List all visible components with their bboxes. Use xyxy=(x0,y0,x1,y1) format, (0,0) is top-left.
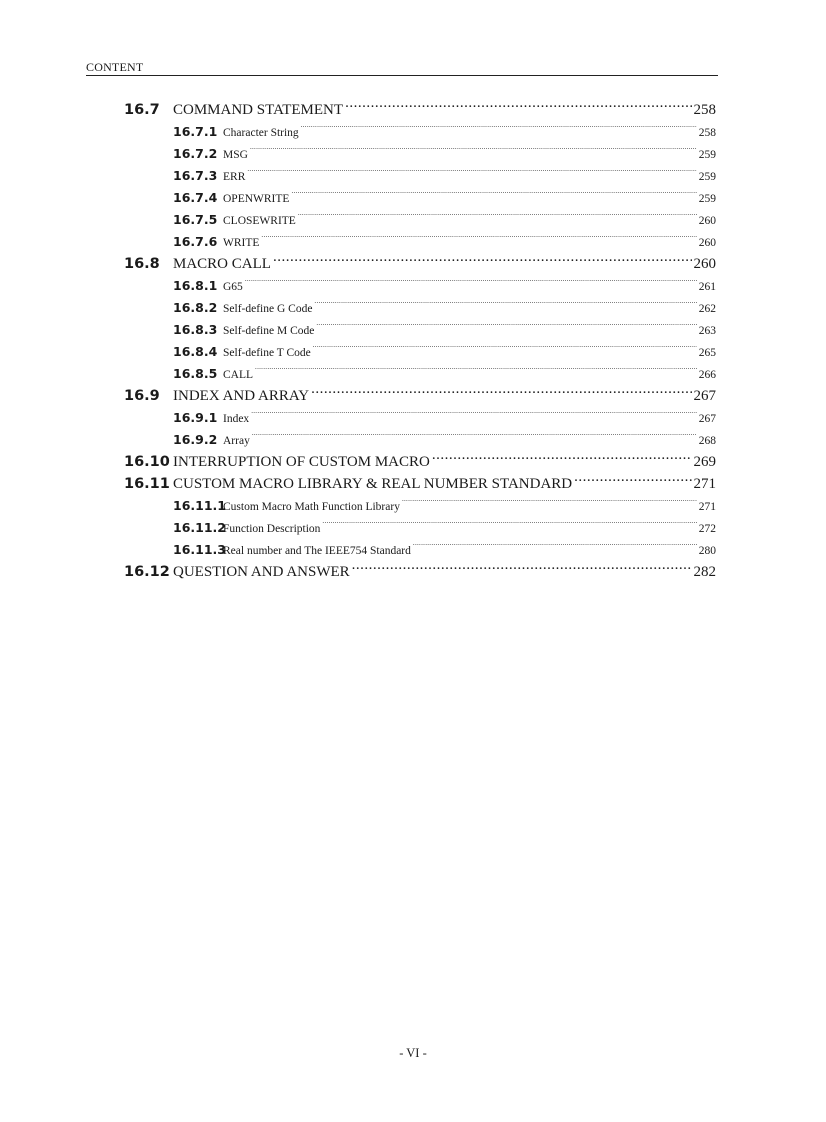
toc-entry-number: 16.7.5 xyxy=(173,212,218,227)
toc-entry-page: 271 xyxy=(693,476,716,492)
toc-entry-page: 263 xyxy=(698,325,716,337)
toc-entry-page: 265 xyxy=(698,347,716,359)
toc-entry-page: 259 xyxy=(698,149,716,161)
toc-entry-title: Self-define G Code xyxy=(223,303,313,315)
toc-subsection-entry[interactable] xyxy=(124,297,716,319)
toc-entry-title: CALL xyxy=(223,369,254,381)
toc-entry-number: 16.7.6 xyxy=(173,234,218,249)
toc-entry-title: Array xyxy=(223,435,250,447)
toc-subsection-entry[interactable] xyxy=(124,143,716,165)
toc-entry-title: Self-define M Code xyxy=(223,325,315,337)
toc-dot-leader xyxy=(316,323,696,335)
toc-entry-page: 272 xyxy=(698,523,716,535)
toc-subsection-entry[interactable] xyxy=(124,539,716,561)
toc-entry-title: G65 xyxy=(223,281,243,293)
toc-entry-page: 271 xyxy=(698,501,716,513)
toc-entry-number: 16.8.1 xyxy=(173,278,218,293)
toc-entry-page: 267 xyxy=(693,388,716,404)
toc-entry-number: 16.7 xyxy=(124,102,160,118)
toc-entry-page: 261 xyxy=(698,281,716,293)
toc-entry-page: 266 xyxy=(698,369,716,381)
toc-entry-number: 16.8.4 xyxy=(173,344,218,359)
toc-subsection-entry[interactable] xyxy=(124,407,716,429)
toc-dot-leader xyxy=(574,473,691,488)
toc-dot-leader xyxy=(345,99,691,114)
toc-entry-page: 260 xyxy=(698,237,716,249)
toc-entry-title: MACRO CALL xyxy=(173,256,271,272)
toc-subsection-entry[interactable] xyxy=(124,209,716,231)
toc-entry-title: Custom Macro Math Function Library xyxy=(223,501,400,513)
toc-section-entry[interactable] xyxy=(124,99,716,121)
toc-dot-leader xyxy=(352,561,692,576)
toc-dot-leader xyxy=(301,125,697,137)
toc-dot-leader xyxy=(314,301,696,313)
toc-dot-leader xyxy=(298,213,697,225)
toc-dot-leader xyxy=(250,147,697,159)
toc-subsection-entry[interactable] xyxy=(124,319,716,341)
table-of-contents xyxy=(124,99,716,583)
toc-entry-page: 259 xyxy=(698,171,716,183)
toc-entry-number: 16.7.1 xyxy=(173,124,218,139)
toc-entry-title: CUSTOM MACRO LIBRARY & REAL NUMBER STANDARD xyxy=(173,476,573,492)
toc-entry-title: QUESTION AND ANSWER xyxy=(173,564,350,580)
toc-entry-page: 258 xyxy=(698,127,716,139)
toc-subsection-entry[interactable] xyxy=(124,341,716,363)
toc-dot-leader xyxy=(291,191,696,203)
toc-dot-leader xyxy=(255,367,697,379)
toc-dot-leader xyxy=(252,433,697,445)
toc-entry-page: 262 xyxy=(698,303,716,315)
toc-entry-number: 16.7.2 xyxy=(173,146,218,161)
page-number: - VI - xyxy=(399,1046,427,1060)
toc-entry-page: 269 xyxy=(693,454,716,470)
toc-entry-number: 16.11.3 xyxy=(173,542,226,557)
toc-section-entry[interactable] xyxy=(124,473,716,495)
toc-entry-number: 16.12 xyxy=(124,564,170,580)
toc-subsection-entry[interactable] xyxy=(124,165,716,187)
toc-subsection-entry[interactable] xyxy=(124,495,716,517)
toc-entry-page: 260 xyxy=(698,215,716,227)
toc-subsection-entry[interactable] xyxy=(124,275,716,297)
toc-entry-title: WRITE xyxy=(223,237,260,249)
toc-dot-leader xyxy=(273,253,692,268)
page-footer xyxy=(0,1046,826,1061)
toc-entry-page: 260 xyxy=(693,256,716,272)
toc-entry-page: 282 xyxy=(693,564,716,580)
toc-subsection-entry[interactable] xyxy=(124,429,716,451)
toc-entry-number: 16.9 xyxy=(124,388,160,404)
toc-entry-page: 268 xyxy=(698,435,716,447)
toc-entry-title: Function Description xyxy=(223,523,321,535)
toc-section-entry[interactable] xyxy=(124,561,716,583)
toc-entry-title: INDEX AND ARRAY xyxy=(173,388,310,404)
toc-entry-number: 16.7.4 xyxy=(173,190,218,205)
toc-subsection-entry[interactable] xyxy=(124,187,716,209)
toc-dot-leader xyxy=(251,411,697,423)
toc-dot-leader xyxy=(245,279,697,291)
toc-entry-title: COMMAND STATEMENT xyxy=(173,102,344,118)
toc-section-entry[interactable] xyxy=(124,253,716,275)
toc-section-entry[interactable] xyxy=(124,451,716,473)
toc-entry-page: 280 xyxy=(698,545,716,557)
toc-entry-number: 16.10 xyxy=(124,454,170,470)
toc-entry-title: MSG xyxy=(223,149,248,161)
header-title: CONTENT xyxy=(86,60,144,74)
toc-dot-leader xyxy=(313,345,697,357)
toc-dot-leader xyxy=(402,499,697,511)
toc-entry-page: 259 xyxy=(698,193,716,205)
toc-entry-title: Self-define T Code xyxy=(223,347,311,359)
toc-entry-page: 258 xyxy=(693,102,716,118)
page-header xyxy=(86,58,718,76)
toc-entry-number: 16.9.2 xyxy=(173,432,218,447)
toc-entry-number: 16.11.1 xyxy=(173,498,226,513)
toc-dot-leader xyxy=(311,385,691,400)
toc-subsection-entry[interactable] xyxy=(124,121,716,143)
toc-dot-leader xyxy=(432,451,692,466)
toc-subsection-entry[interactable] xyxy=(124,231,716,253)
toc-entry-number: 16.8 xyxy=(124,256,160,272)
toc-subsection-entry[interactable] xyxy=(124,363,716,385)
toc-dot-leader xyxy=(322,521,696,533)
toc-entry-title: ERR xyxy=(223,171,246,183)
toc-entry-page: 267 xyxy=(698,413,716,425)
toc-dot-leader xyxy=(247,169,696,181)
toc-entry-number: 16.11 xyxy=(124,476,170,492)
toc-entry-number: 16.8.3 xyxy=(173,322,218,337)
toc-entry-number: 16.11.2 xyxy=(173,520,226,535)
toc-entry-title: Real number and The IEEE754 Standard xyxy=(223,545,411,557)
toc-entry-number: 16.9.1 xyxy=(173,410,218,425)
toc-section-entry[interactable] xyxy=(124,385,716,407)
toc-entry-number: 16.8.5 xyxy=(173,366,218,381)
toc-entry-title: OPENWRITE xyxy=(223,193,290,205)
toc-entry-title: INTERRUPTION OF CUSTOM MACRO xyxy=(173,454,430,470)
toc-entry-number: 16.7.3 xyxy=(173,168,218,183)
toc-entry-title: Character String xyxy=(223,127,299,139)
toc-entry-title: Index xyxy=(223,413,250,425)
toc-entry-title: CLOSEWRITE xyxy=(223,215,296,227)
toc-subsection-entry[interactable] xyxy=(124,517,716,539)
toc-dot-leader xyxy=(413,543,697,555)
toc-entry-number: 16.8.2 xyxy=(173,300,218,315)
toc-dot-leader xyxy=(261,235,696,247)
